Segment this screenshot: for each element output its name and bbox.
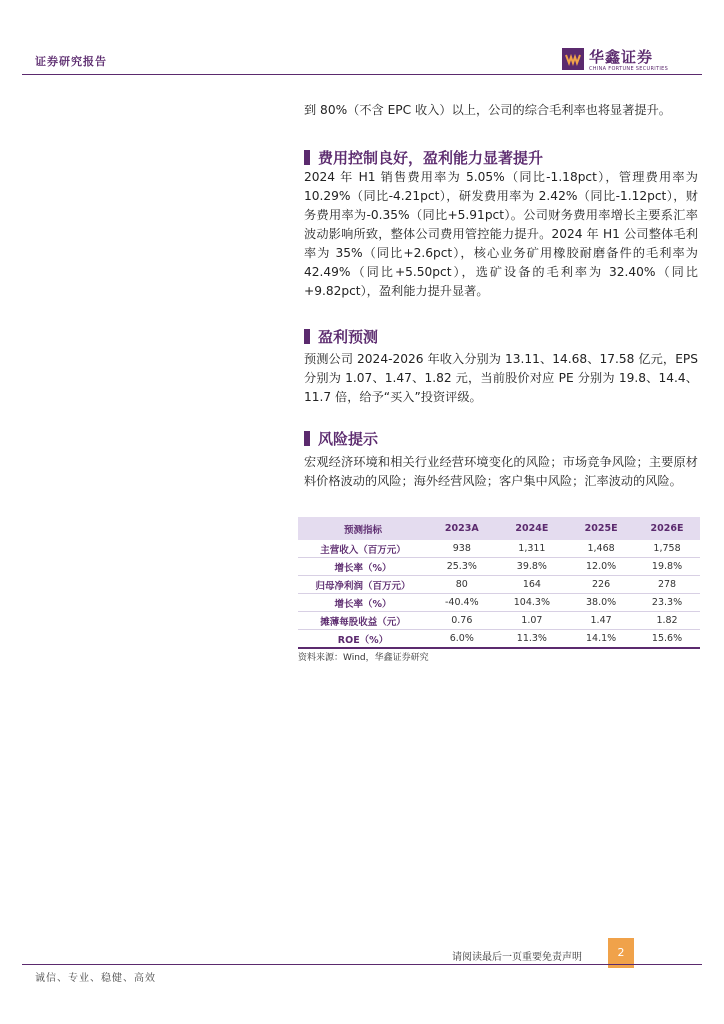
table-cell: 278 [634,576,700,594]
intro-paragraph: 到 80%（不含 EPC 收入）以上，公司的综合毛利率也将显著提升。 [304,103,671,117]
table-row [298,576,700,594]
table-cell: 1.47 [568,612,634,630]
heading-bar-icon [304,329,310,344]
table-cell: 1.07 [496,612,569,630]
row-label: 主营收入（百万元） [298,540,428,558]
table-cell: 938 [428,540,496,558]
table-cell: 23.3% [634,594,700,612]
company-logo [562,46,669,74]
section-body-block [304,350,698,407]
section-heading-text: 费用控制良好，盈利能力显著提升 [318,149,544,167]
table-cell: 1,758 [634,540,700,558]
table-cell: 6.0% [428,630,496,649]
table-cell: 1.82 [634,612,700,630]
section-body-forecast: 预测公司 2024-2026 年收入分别为 13.11、14.68、17.58 亿元，EPS 分别为 1.07、1.47、1.82 元，当前股价对应 PE 分别为 19.8、14.4、11.7 倍，给予“买入”投资评级。 [304,352,698,404]
logo-mark-icon [562,48,584,70]
section-body-block [304,168,698,301]
table-cell: 39.8% [496,558,569,576]
table-header-cell: 2024E [496,517,569,540]
table-row [298,594,700,612]
section-heading-text: 盈利预测 [318,328,379,346]
table-cell: 104.3% [496,594,569,612]
row-label: 增长率（%） [298,594,428,612]
logo-chinese-name: 华鑫证券 [589,48,654,66]
report-type-label: 证券研究报告 [35,55,107,68]
disclaimer-link[interactable]: 请阅读最后一页重要免责声明 [452,952,582,963]
table-cell: 1,311 [496,540,569,558]
heading-bar-icon [304,150,310,165]
row-label: ROE（%） [298,630,428,649]
row-label: 增长率（%） [298,558,428,576]
section-body-block [304,453,698,491]
table-cell: 38.0% [568,594,634,612]
table-row [298,630,700,649]
table-row [298,540,700,558]
table-header-cell: 2023A [428,517,496,540]
table-cell: 0.76 [428,612,496,630]
section-heading-risk [304,428,378,449]
table-source-note: 资料来源：Wind，华鑫证券研究 [298,653,429,663]
header-divider [22,74,702,75]
table-cell: 25.3% [428,558,496,576]
table-cell: 226 [568,576,634,594]
table-row [298,612,700,630]
intro-paragraph-block [304,101,698,120]
page-number-badge: 2 [608,938,634,968]
section-heading-text: 风险提示 [318,430,379,448]
table-cell: 164 [496,576,569,594]
heading-bar-icon [304,431,310,446]
section-heading-cost [304,147,543,168]
table-header-cell: 预测指标 [298,517,428,540]
footer-divider [22,964,702,965]
section-body-risk: 宏观经济环境和相关行业经营环境变化的风险；市场竞争风险；主要原材料价格波动的风险；海外经营风险；客户集中风险；汇率波动的风险。 [304,455,698,488]
table-cell: 1,468 [568,540,634,558]
table-cell: 14.1% [568,630,634,649]
table-cell: 80 [428,576,496,594]
forecast-table [298,517,700,649]
footer-motto: 诚信、专业、稳健、高效 [35,973,156,984]
table-cell: -40.4% [428,594,496,612]
table-header-cell: 2025E [568,517,634,540]
table-cell: 12.0% [568,558,634,576]
table-header-cell: 2026E [634,517,700,540]
table-cell: 15.6% [634,630,700,649]
row-label: 摊薄每股收益（元） [298,612,428,630]
section-body-cost: 2024 年 H1 销售费用率为 5.05%（同比-1.18pct），管理费用率为 10.29%（同比-4.21pct），研发费用率为 2.42%（同比-1.12pct），财务费用率为-0.35%（同比+5.91pct）。公司财务费用率增长主要系汇率波动影响所致，整体公司费用管控能力提升。2024 年 H1 公司整体毛利率为 35%（同比+2.6pct），核心业务矿用橡胶耐磨备件的毛利率为 42.49%（同比+5.50pct），选矿设备的毛利率为 32.40%（同比+9.82pct），盈利能力提升显著。 [304,170,698,298]
row-label: 归母净利润（百万元） [298,576,428,594]
table-cell: 11.3% [496,630,569,649]
table-row [298,558,700,576]
table-header-row [298,517,700,540]
table-cell: 19.8% [634,558,700,576]
logo-english-name: CHINA FORTUNE SECURITIES [589,66,669,72]
section-heading-forecast [304,326,378,347]
